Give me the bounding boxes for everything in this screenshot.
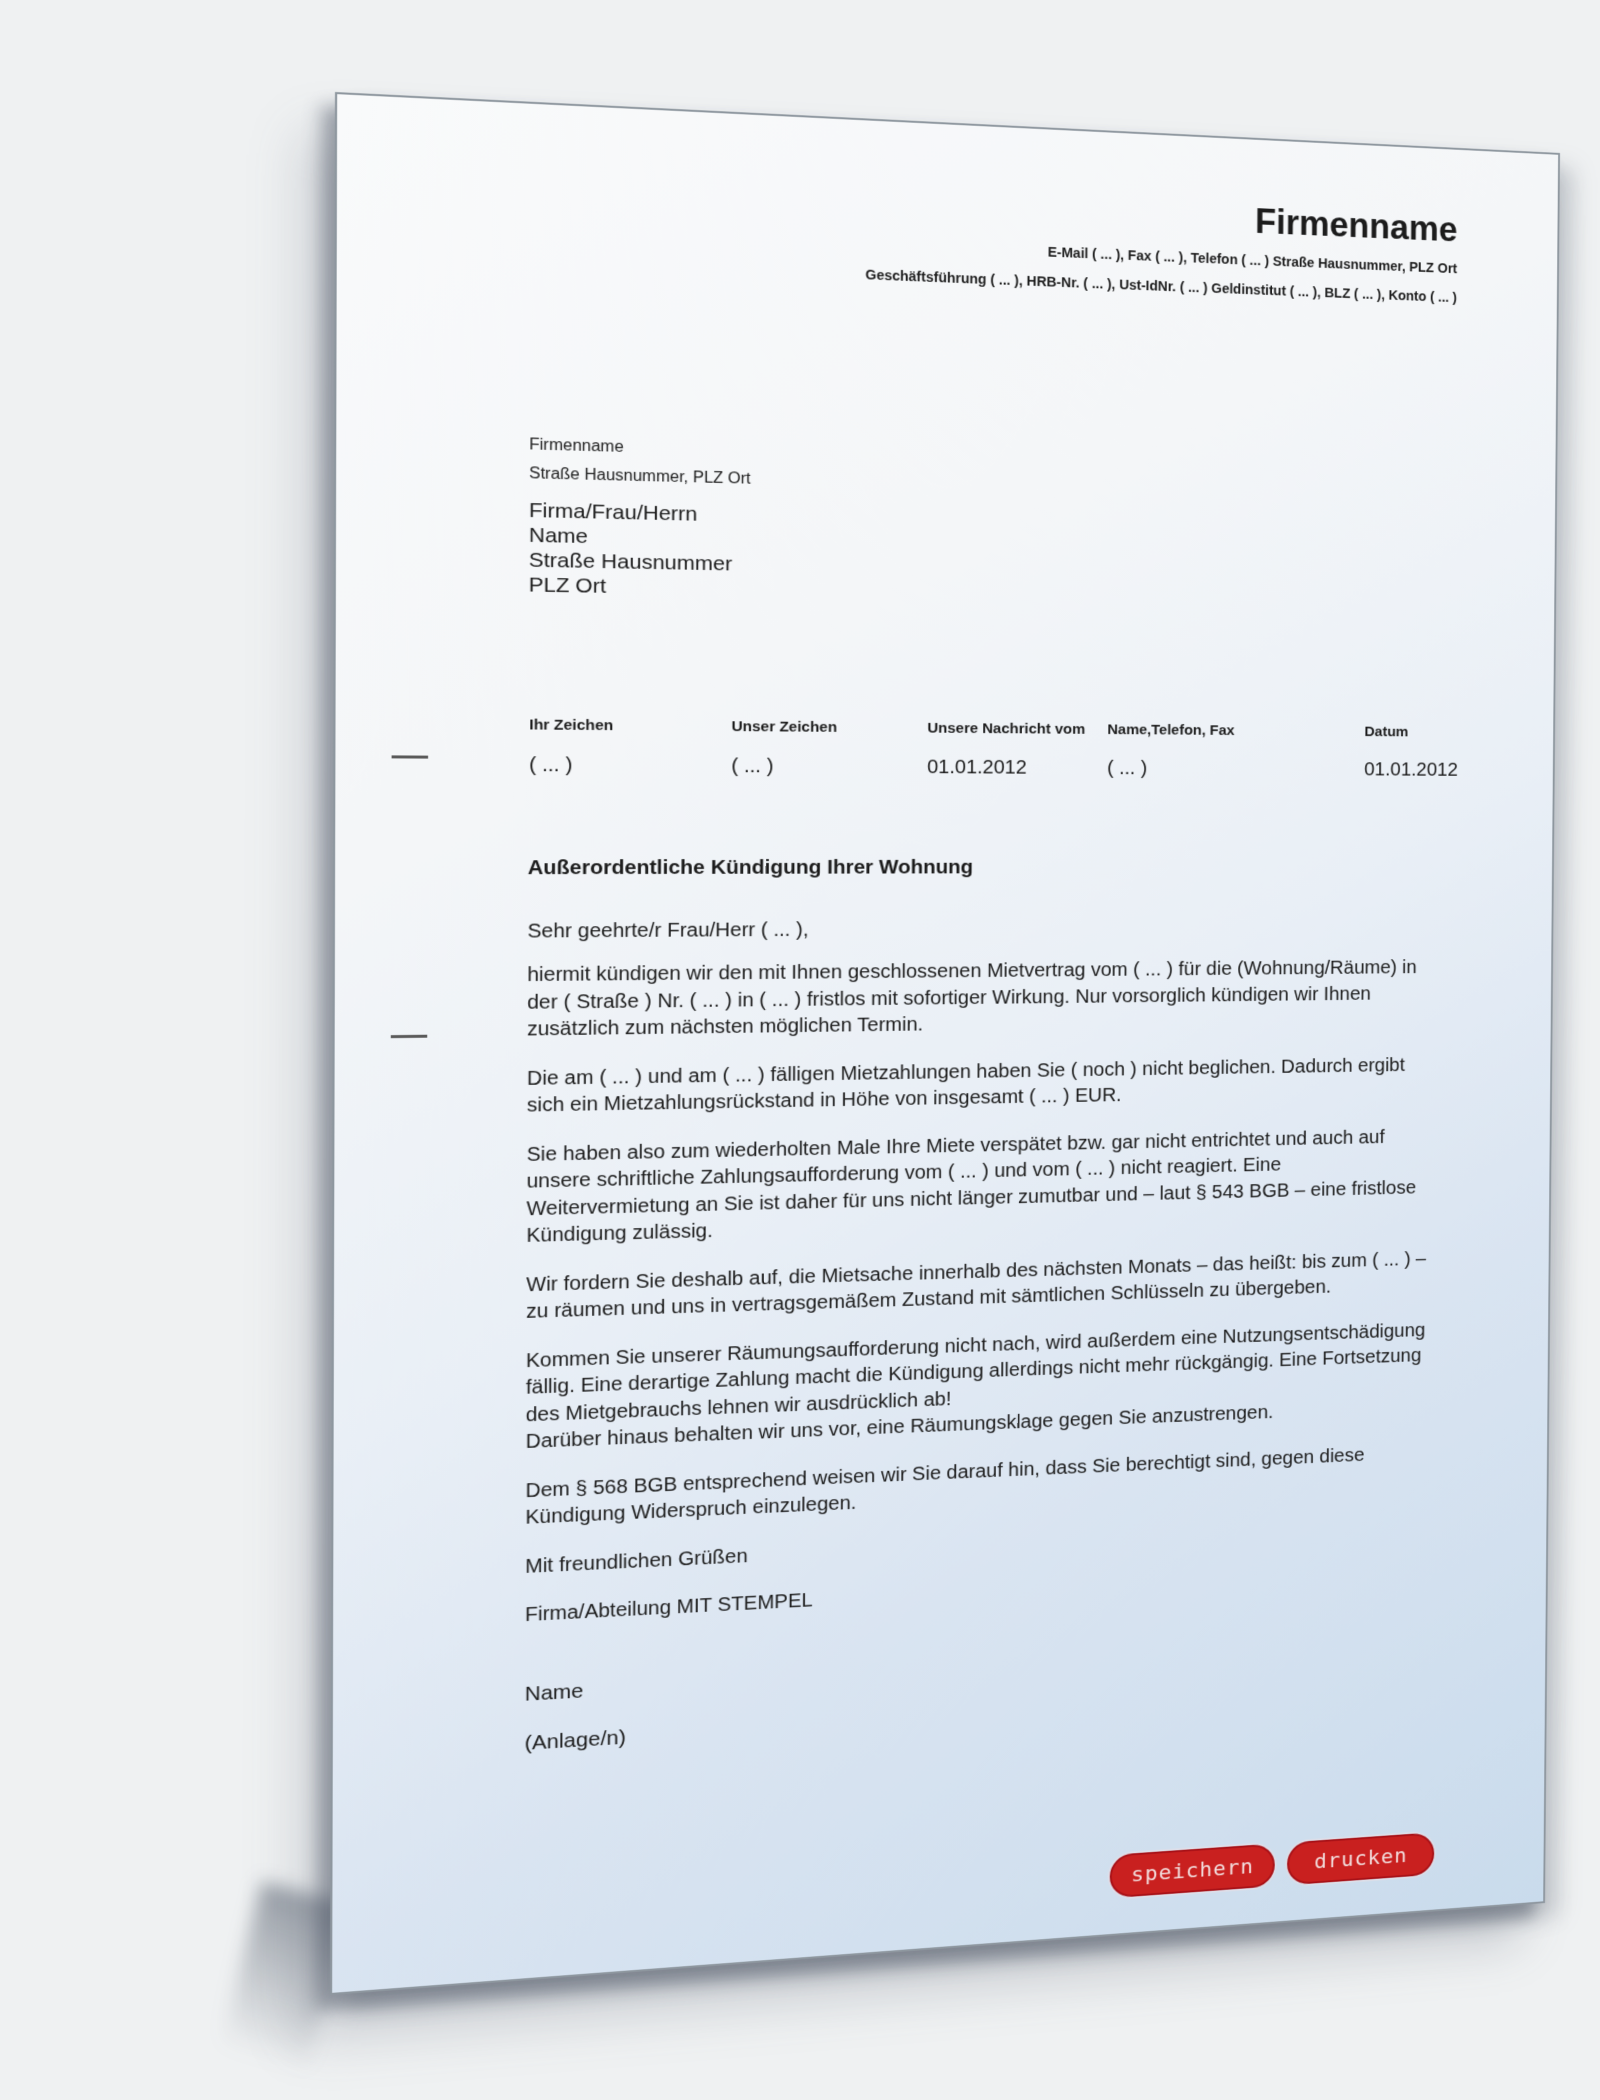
reference-label: Ihr Zeichen: [529, 716, 614, 735]
signature-company: Firma/Abteilung MIT STEMPEL: [524, 1589, 813, 1627]
recipient-line: PLZ Ort: [528, 573, 607, 598]
reference-col-name-telefon-fax: [1107, 722, 1235, 781]
paragraph-arrears: Die am ( ... ) und am ( ... ) fälligen Mietzahlungen haben Sie ( noch ) nicht beglichen. Dadurch ergibt sich ein Mietzahlungsrückstand in Höhe von insgesamt ( ... ) EUR.: [526, 1054, 1405, 1117]
reference-value: 01.01.2012: [1364, 759, 1458, 781]
subject-line: Außerordentliche Kündigung Ihrer Wohnung: [527, 856, 974, 880]
letter-body: [525, 955, 1509, 1630]
salutation: Sehr geehrte/r Frau/Herr ( ... ),: [527, 919, 809, 943]
reference-label: Unsere Nachricht vom: [927, 720, 1086, 738]
reference-label: Datum: [1364, 723, 1409, 741]
reference-value: ( ... ): [731, 755, 774, 778]
letterhead: [865, 183, 1457, 313]
letterhead-company-name: Firmenname: [1254, 201, 1458, 249]
letterhead-contact-line: E-Mail ( ... ), Fax ( ... ), Telefon ( ... ) Straße Hausnummer, PLZ Ort: [1047, 244, 1458, 277]
recipient-line: Name: [528, 523, 588, 548]
reference-row: [335, 715, 1557, 799]
reference-value: ( ... ): [1107, 757, 1148, 779]
sender-company: Firmenname: [529, 436, 624, 456]
letterhead-management-line: Geschäftsführung ( ... ), HRB-Nr. ( ... ), Ust-IdNr. ( ... ) Geldinstitut ( ... ), BLZ ( ... ), Konto ( ... ): [865, 266, 1457, 306]
reference-value: 01.01.2012: [927, 756, 1027, 779]
letter-page: [330, 92, 1560, 1995]
closing-phrase: Mit freundlichen Grüßen: [525, 1545, 748, 1578]
recipient-line: Straße Hausnummer: [528, 548, 733, 576]
sender-address: [529, 430, 751, 493]
reference-col-ihr-zeichen: [529, 717, 613, 778]
paragraph-consequences: Kommen Sie unserer Räumungsaufforderung nicht nach, wird außerdem eine Nutzungsentschädigung fällig. Eine derartige Zahlung macht die Kündigung allerdings nicht mehr rückgängig. Eine Fortsetzung des Mietgebrauchs lehnen wir ausdrücklich ab! Darüber hinaus behalten wir uns vor, eine Räumungsklage gegen Sie anzustrengen.: [525, 1319, 1426, 1453]
fold-mark: [391, 1035, 427, 1038]
recipient-line: Firma/Frau/Herrn: [528, 499, 698, 526]
enclosure-note: (Anlage/n): [524, 1725, 626, 1755]
sender-street: Straße Hausnummer, PLZ Ort: [529, 465, 751, 488]
paragraph-termination: hiermit kündigen wir den mit Ihnen geschlossenen Mietvertrag vom ( ... ) für die (Wohnung/Räume) in der ( Straße ) Nr. ( ... ) in ( ... ) fristlos mit sofortiger Wirkung. Nur vorsorglich kündigen wir Ihnen zusätzlich zum nächsten möglichen Termin.: [527, 957, 1417, 1041]
paragraph-vacate-demand: Wir fordern Sie deshalb auf, die Mietsache innerhalb des nächsten Monats – das heißt: bis zum ( ... ) – zu räumen und uns in vertragsgemäßem Zustand mit sämtlichen Schlüsseln zu übergeben.: [526, 1248, 1427, 1323]
print-button[interactable]: drucken: [1287, 1832, 1434, 1885]
signature-name: Name: [524, 1679, 584, 1706]
reference-col-unser-zeichen: [731, 718, 837, 778]
save-button[interactable]: speichern: [1110, 1843, 1275, 1898]
reference-value: ( ... ): [529, 754, 573, 777]
reference-col-datum: [1364, 724, 1458, 782]
reference-label: Unser Zeichen: [731, 718, 838, 736]
paragraph-objection-right: Dem § 568 BGB entsprechend weisen wir Sie darauf hin, dass Sie berechtigt sind, gegen diese Kündigung Widerspruch einzulegen.: [525, 1444, 1365, 1529]
recipient-address: [529, 498, 733, 601]
paragraph-reason: Sie haben also zum wiederholten Male Ihre Miete verspätet bzw. gar nicht entrichtet und auch auf unsere schriftliche Zahlungsaufforderung vom ( ... ) und vom ( ... ) nicht reagiert. Eine Weitervermietung an Sie ist daher für uns nicht länger zumutbar und – laut § 543 BGB – eine fristlose Kündigung zulässig.: [526, 1126, 1417, 1247]
reference-col-nachricht-vom: [927, 720, 1085, 780]
reference-label: Name,Telefon, Fax: [1107, 721, 1235, 739]
signature-block: [525, 1675, 627, 1756]
